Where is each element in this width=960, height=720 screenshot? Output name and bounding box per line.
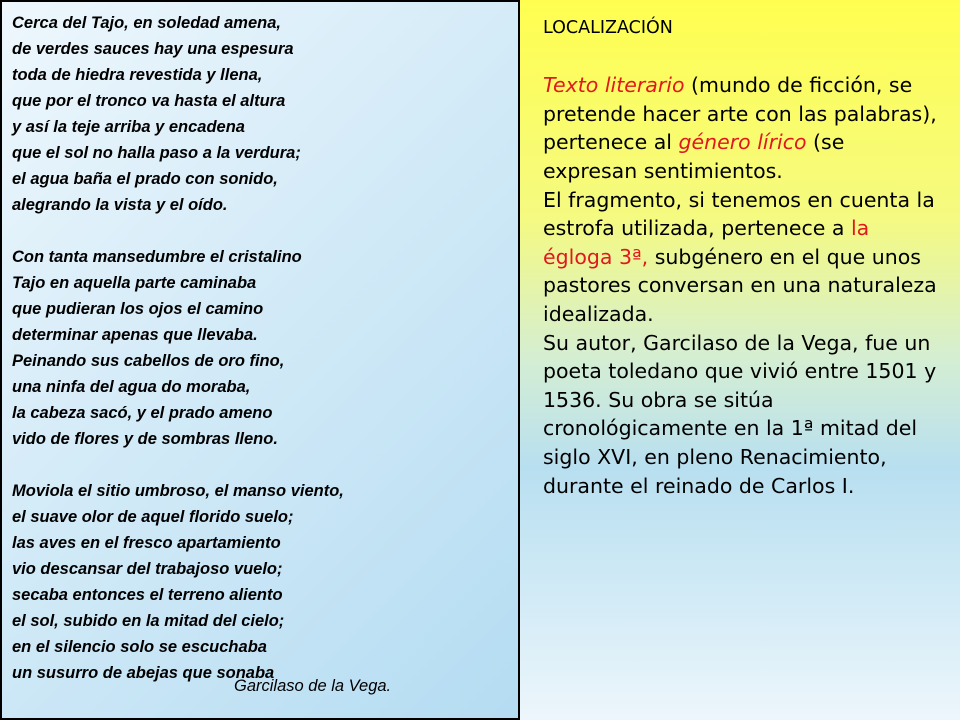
poem-line: alegrando la vista y el oído. — [12, 196, 228, 214]
poem-line: de verdes sauces hay una espesura — [12, 40, 294, 58]
poem-line: el suave olor de aquel florido suelo; — [12, 508, 294, 526]
poem-line: una ninfa del agua do moraba, — [12, 378, 251, 396]
paragraph-text: El fragmento, si tenemos en cuenta la estrofa utilizada, pertenece a — [543, 187, 935, 241]
section-title: LOCALIZACIÓN — [543, 18, 673, 38]
paragraph-author: Su autor, Garcilaso de la Vega, fue un poeta toledano que vivió entre 1501 y 1536. Su obra se sitúa cronológicamente en la 1ª mitad del siglo XVI, en pleno Renacimiento, durante el reinado de Carlos I. — [543, 330, 937, 498]
poem-line: Peinando sus cabellos de oro fino, — [12, 352, 285, 370]
poem-line: Cerca del Tajo, en soledad amena, — [12, 14, 281, 32]
poem-line: la cabeza sacó, y el prado ameno — [12, 404, 273, 422]
poem-line: secaba entonces el terreno aliento — [12, 586, 283, 604]
poem-stanza-3 — [12, 478, 512, 686]
poem-line: Tajo en aquella parte caminaba — [12, 274, 257, 292]
poem-line: que pudieran los ojos el camino — [12, 300, 264, 318]
poem-stanza-2 — [12, 244, 512, 452]
poem-line: el agua baña el prado con sonido, — [12, 170, 278, 188]
paragraph-text: (se expresan sentimientos. — [543, 130, 845, 183]
poem-line: en el silencio solo se escuchaba — [12, 638, 267, 656]
paragraph-text: (mundo de ficción, se pretende hacer arte con las palabras), pertenece al — [543, 73, 937, 155]
poem-line: que el sol no halla paso a la verdura; — [12, 144, 301, 162]
highlight-eclogue: la égloga 3ª, — [543, 216, 870, 269]
paragraph-text: subgénero en el que unos pastores conversan en una naturaleza idealizada. — [543, 244, 937, 326]
poem-text — [12, 10, 512, 712]
poem-line: vido de flores y de sombras lleno. — [12, 430, 278, 448]
paragraph-genre — [543, 71, 943, 185]
commentary-panel — [543, 14, 943, 500]
poem-line: determinar apenas que llevaba. — [12, 326, 258, 344]
poem-line: vio descansar del trabajoso vuelo; — [12, 560, 283, 578]
highlight-literary-text: Texto literario — [543, 73, 685, 98]
poem-line: las aves en el fresco apartamiento — [12, 534, 281, 552]
poem-line: el sol, subido en la mitad del cielo; — [12, 612, 285, 630]
poem-line: Moviola el sitio umbroso, el manso viento, — [12, 482, 344, 500]
poem-line: toda de hiedra revestida y llena, — [12, 66, 263, 84]
highlight-lyric-genre: género lírico — [678, 130, 807, 155]
poem-line: y así la teje arriba y encadena — [12, 118, 245, 136]
paragraph-subgenre — [543, 186, 943, 329]
poem-stanza-1 — [12, 10, 512, 218]
poem-line: Con tanta mansedumbre el cristalino — [12, 248, 302, 266]
poem-author: Garcilaso de la Vega. — [234, 677, 392, 695]
poem-line: un susurro de abejas que sonaba — [12, 664, 275, 682]
poem-line: que por el tronco va hasta el altura — [12, 92, 286, 110]
